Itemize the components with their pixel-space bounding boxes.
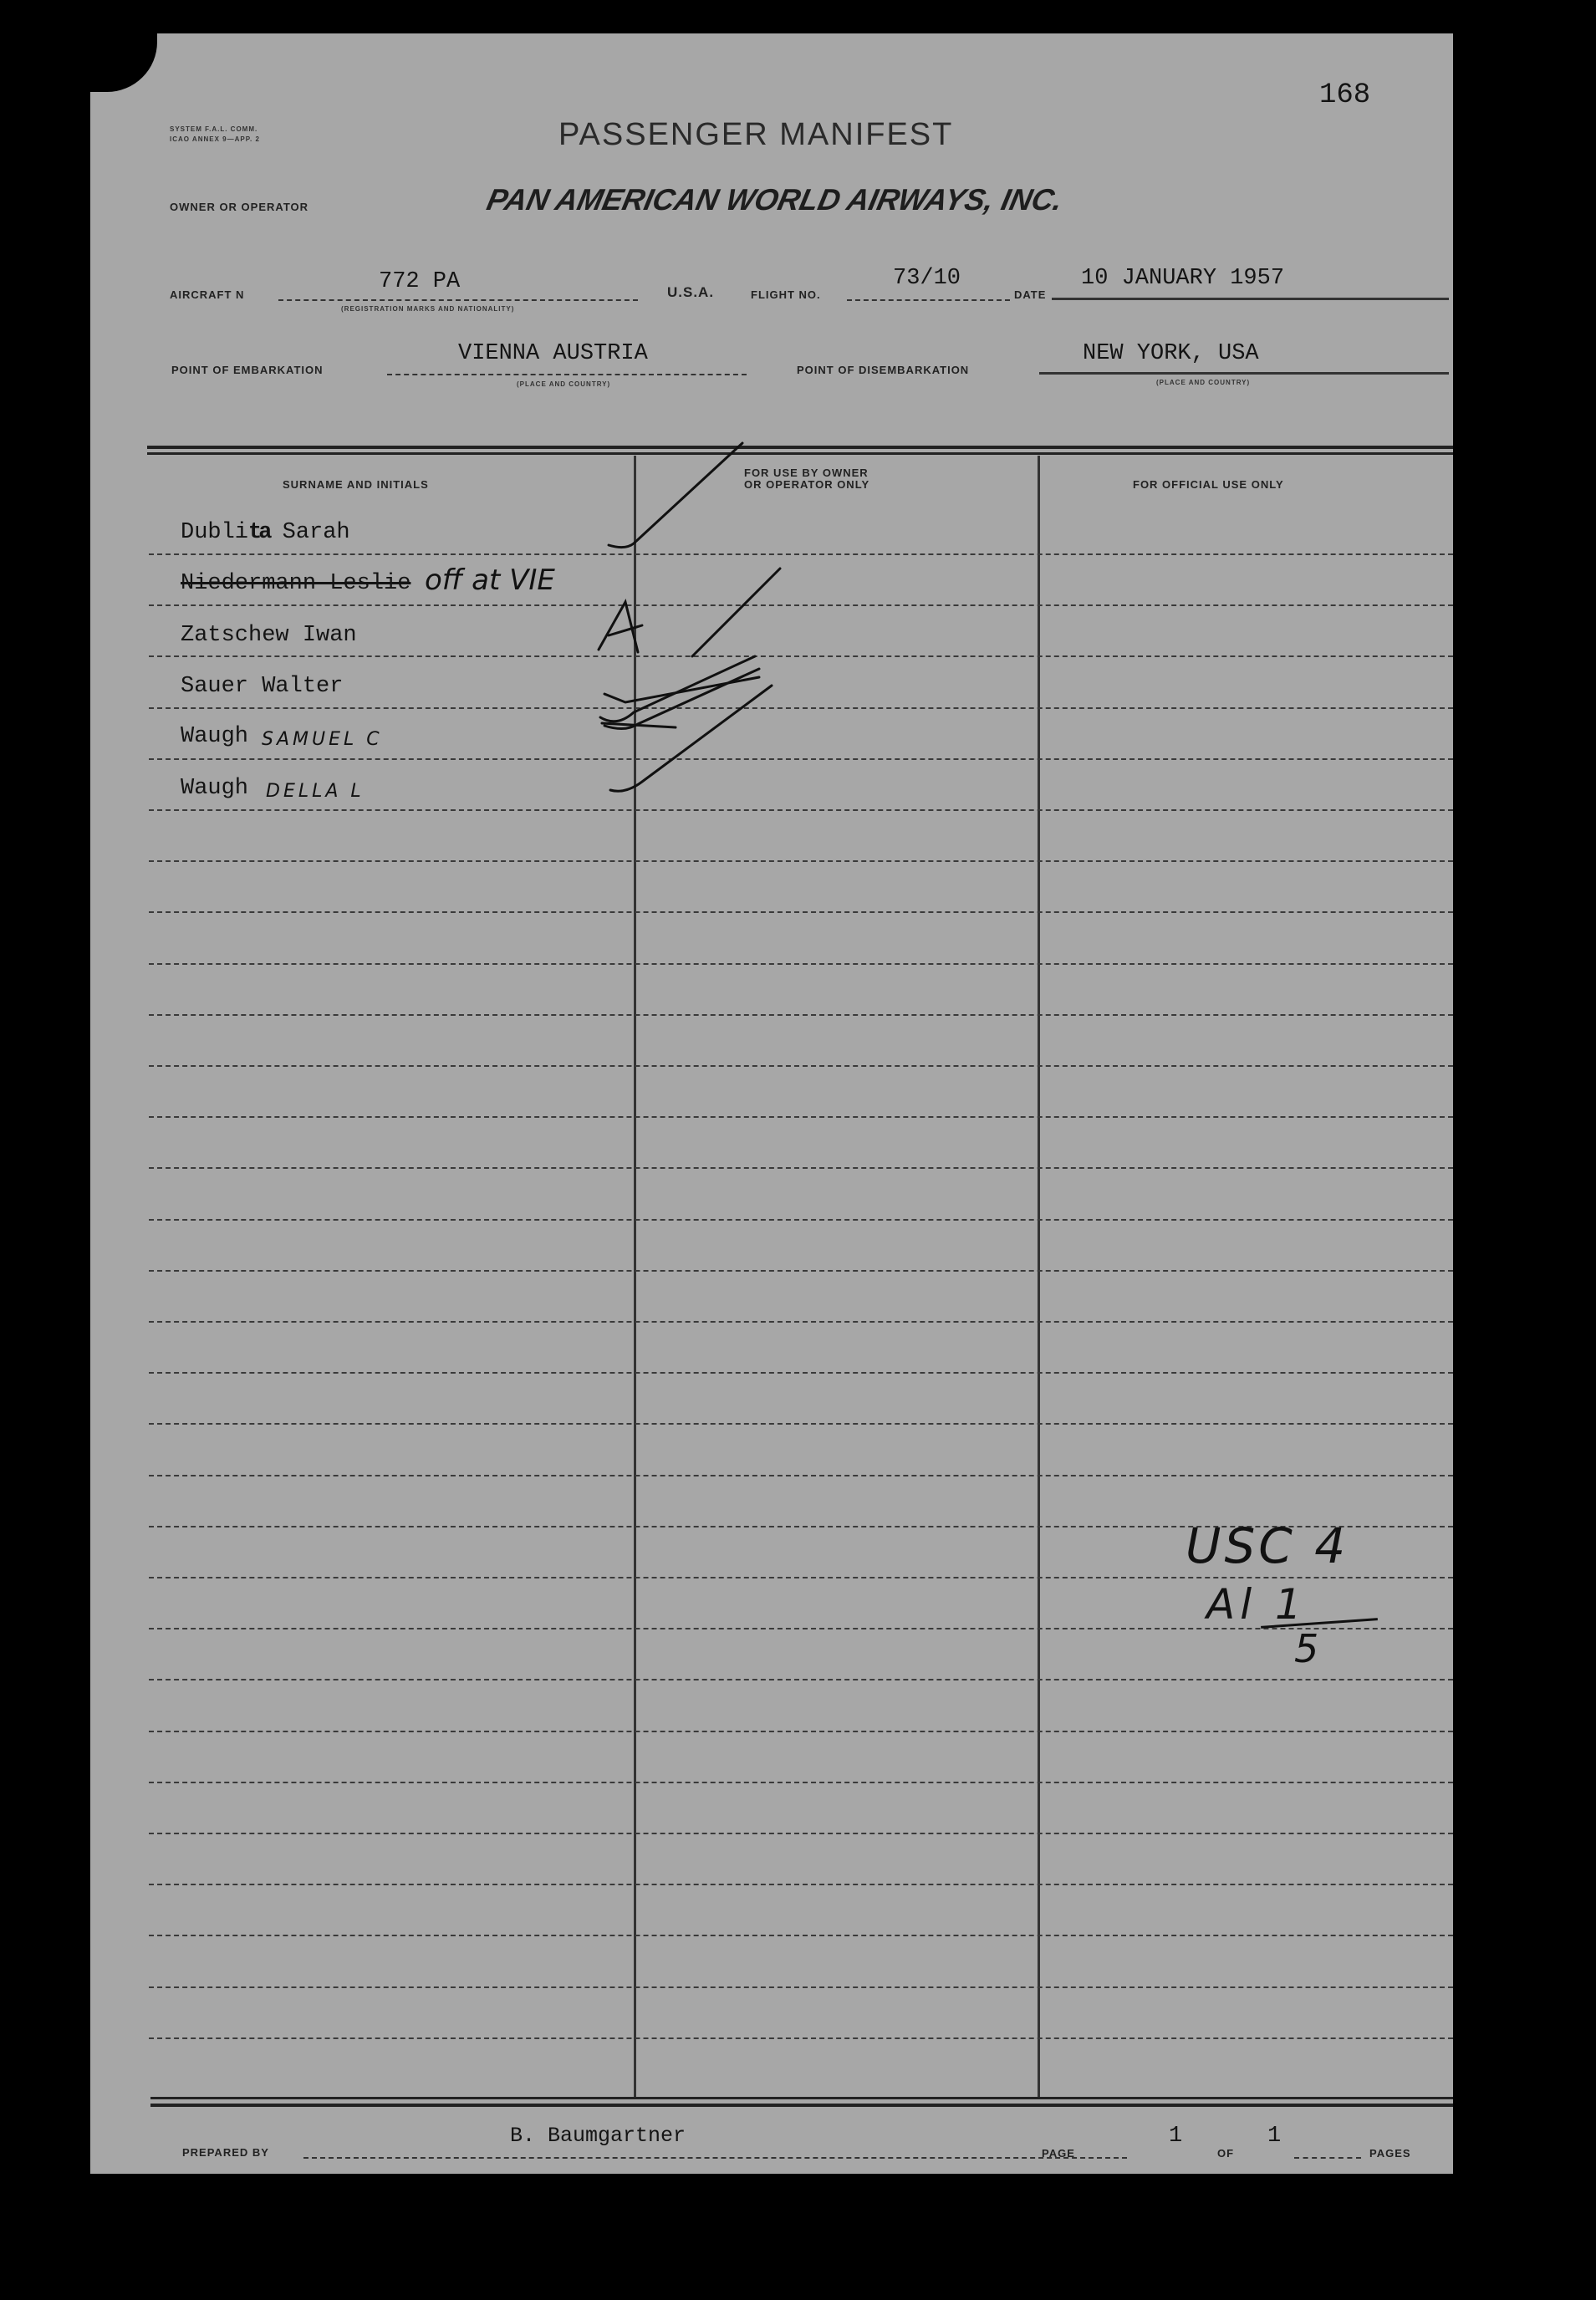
aircraft-label: AIRCRAFT N xyxy=(170,288,245,301)
page-number: 168 xyxy=(1319,79,1371,111)
registration-caption: (REGISTRATION MARKS AND NATIONALITY) xyxy=(341,305,515,313)
disembarkation-caption: (PLACE AND COUNTRY) xyxy=(1156,379,1251,386)
check-mark-icon xyxy=(604,669,759,729)
passenger-handwritten-given: DELLA L xyxy=(266,781,365,802)
form-code-line1: SYSTEM F.A.L. COMM. xyxy=(170,125,258,133)
date-value: 10 JANUARY 1957 xyxy=(1081,266,1285,291)
prepared-line xyxy=(303,2157,1127,2159)
col-header-owner-line2: OR OPERATOR ONLY xyxy=(744,478,870,491)
pages-label: PAGES xyxy=(1369,2147,1411,2160)
form-code-line2: ICAO ANNEX 9—APP. 2 xyxy=(170,135,260,143)
col-header-official: FOR OFFICIAL USE ONLY xyxy=(1133,478,1284,491)
passenger-name: Waugh xyxy=(181,776,249,801)
check-mark-icon xyxy=(600,656,755,722)
disembarkation-label: POINT OF DISEMBARKATION xyxy=(797,364,970,376)
footer-rule-bottom xyxy=(150,2104,1453,2107)
check-mark-icon xyxy=(599,602,642,652)
official-note-line2: Al 1 xyxy=(1206,1580,1307,1629)
passenger-name: Zatschew Iwan xyxy=(181,623,357,648)
official-note-line1: USC 4 xyxy=(1186,1517,1349,1574)
page-value: 1 xyxy=(1169,2124,1183,2149)
flight-label: FLIGHT NO. xyxy=(751,288,821,301)
disembarkation-value: NEW YORK, USA xyxy=(1083,341,1259,366)
pages-line xyxy=(1294,2157,1361,2159)
passenger-name-struck: Niedermann Leslie xyxy=(181,571,411,596)
of-label: OF xyxy=(1217,2147,1235,2160)
page-title: PASSENGER MANIFEST xyxy=(558,117,954,152)
page-label: PAGE xyxy=(1042,2147,1075,2160)
aircraft-value: 772 PA xyxy=(379,269,461,294)
check-marks xyxy=(90,33,1453,2174)
passenger-name: Sauer Walter xyxy=(181,674,344,699)
owner-value: PAN AMERICAN WORLD AIRWAYS, INC. xyxy=(483,182,1066,217)
col-header-surname: SURNAME AND INITIALS xyxy=(283,478,429,491)
embarkation-caption: (PLACE AND COUNTRY) xyxy=(517,380,611,388)
embarkation-value: VIENNA AUSTRIA xyxy=(458,341,648,366)
of-value: 1 xyxy=(1267,2124,1282,2149)
check-mark-icon xyxy=(692,569,780,656)
footer-rule-top xyxy=(150,2097,1453,2099)
prepared-value: B. Baumgartner xyxy=(510,2124,686,2148)
passenger-handwritten-note: off at VIE xyxy=(425,564,555,597)
passenger-name: Dublita Sarah xyxy=(181,520,350,545)
check-mark-icon xyxy=(609,443,742,548)
official-note-line3: 5 xyxy=(1294,1626,1319,1671)
col-header-owner-line1: FOR USE BY OWNER xyxy=(744,467,869,479)
usa-label: U.S.A. xyxy=(667,284,715,300)
owner-label: OWNER OR OPERATOR xyxy=(170,201,309,213)
embarkation-label: POINT OF EMBARKATION xyxy=(171,364,324,376)
flight-value: 73/10 xyxy=(893,266,961,291)
passenger-name: Waugh xyxy=(181,724,249,749)
prepared-label: PREPARED BY xyxy=(182,2146,269,2159)
passenger-handwritten-given: SAMUEL C xyxy=(262,729,383,750)
manifest-sheet xyxy=(90,33,1453,2174)
date-label: DATE xyxy=(1014,288,1047,301)
